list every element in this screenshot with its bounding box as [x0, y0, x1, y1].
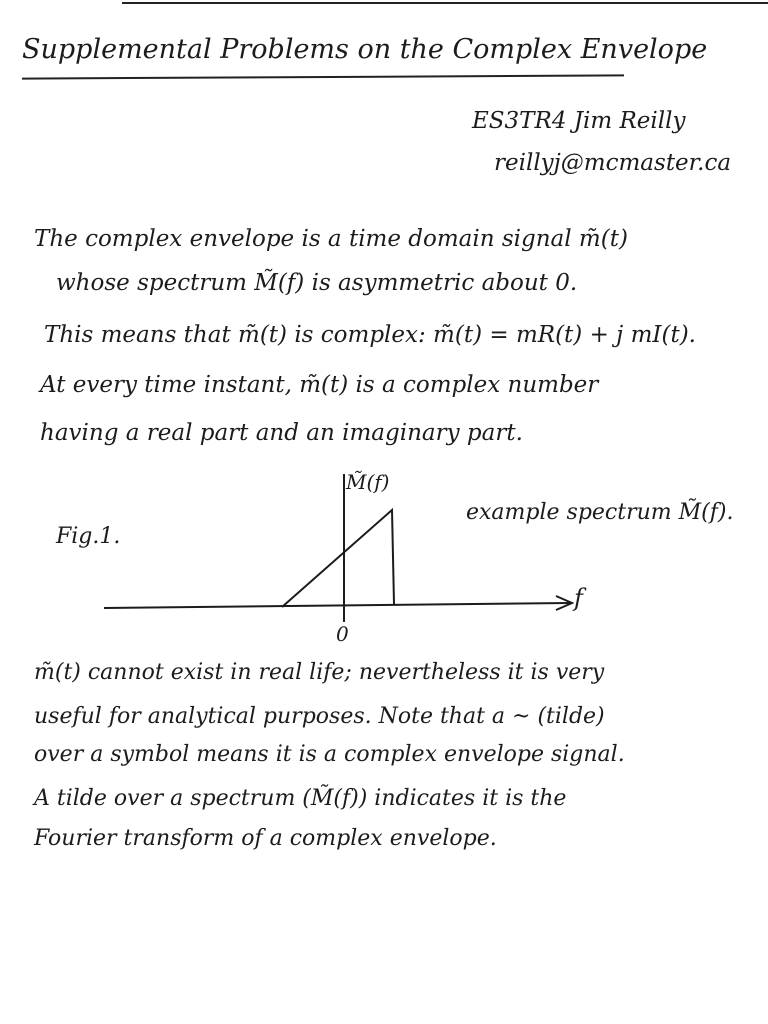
- notes-line-4: A tilde over a spectrum (M̃(f)) indicates it is the: [34, 786, 567, 811]
- figure-caption: example spectrum M̃(f).: [466, 500, 734, 525]
- notes-line-2: useful for analytical purposes. Note that a ~ (tilde): [34, 704, 605, 729]
- intro-line-4: At every time instant, m̃(t) is a complex number: [40, 372, 599, 398]
- notes-line-3: over a symbol means it is a complex envelope signal.: [34, 742, 625, 767]
- intro-line-1: The complex envelope is a time domain signal m̃(t): [34, 226, 628, 252]
- intro-line-2: whose spectrum M̃(f) is asymmetric about 0.: [56, 270, 578, 296]
- x-axis-label: f: [574, 584, 583, 612]
- notes-line-1: m̃(t) cannot exist in real life; nevertheless it is very: [34, 660, 605, 685]
- course-author: ES3TR4 Jim Reilly: [472, 108, 686, 134]
- x-axis: [104, 603, 570, 608]
- intro-line-5: having a real part and an imaginary part.: [40, 420, 523, 446]
- author-email: reillyj@mcmaster.ca: [494, 150, 732, 176]
- spectrum-curve: [282, 510, 394, 607]
- y-axis-label: M̃(f): [346, 470, 390, 494]
- notes-line-5: Fourier transform of a complex envelope.: [34, 826, 497, 851]
- intro-line-3: This means that m̃(t) is complex: m̃(t) = mR(t) + j mI(t).: [44, 322, 696, 348]
- origin-label: 0: [336, 622, 349, 646]
- figure-label: Fig.1.: [56, 524, 121, 549]
- page-title: Supplemental Problems on the Complex Envelope: [22, 34, 708, 65]
